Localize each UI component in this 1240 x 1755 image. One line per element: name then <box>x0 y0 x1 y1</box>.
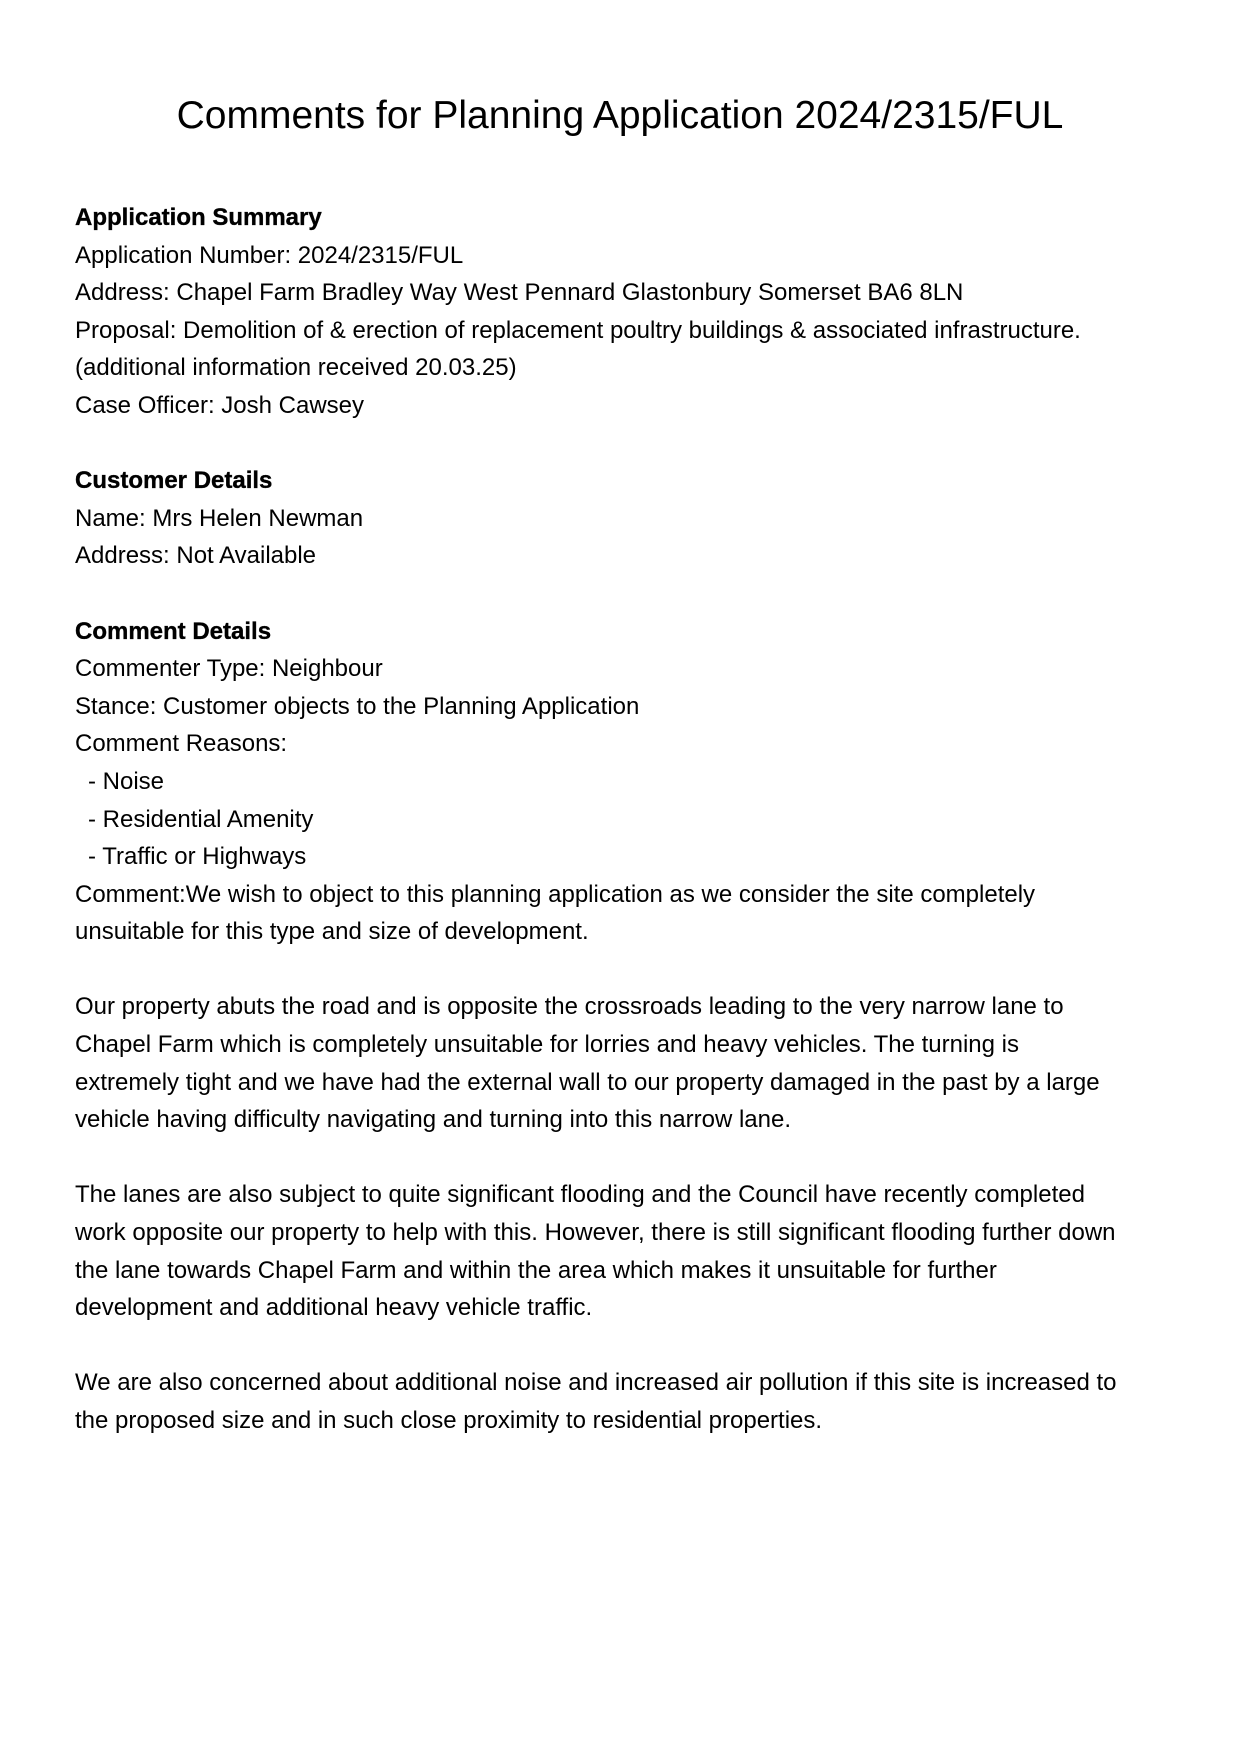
spacer <box>75 1139 1175 1177</box>
application-summary-section <box>75 199 1175 425</box>
spacer <box>75 425 1175 463</box>
comment-line: the lane towards Chapel Farm and within the area which makes it unsuitable for further <box>75 1256 997 1284</box>
customer-name: Name: Mrs Helen Newman <box>75 504 364 532</box>
application-address: Address: Chapel Farm Bradley Way West Pennard Glastonbury Somerset BA6 8LN <box>75 279 964 307</box>
comment-line: extremely tight and we have had the external wall to our property damaged in the past by a large <box>75 1068 1100 1096</box>
comment-line: Our property abuts the road and is opposite the crossroads leading to the very narrow lane to <box>75 993 1064 1021</box>
proposal-note: (additional information received 20.03.25) <box>75 354 517 382</box>
spacer <box>75 1327 1175 1365</box>
comment-line: unsuitable for this type and size of development. <box>75 918 589 946</box>
proposal: Proposal: Demolition of & erection of replacement poultry buildings & associated infrastructure. <box>75 316 1081 344</box>
comment-line: the proposed size and in such close proximity to residential properties. <box>75 1407 823 1434</box>
comment-reason-item: - Noise <box>88 767 165 795</box>
comment-details-section <box>75 613 1175 1440</box>
comment-line: The lanes are also subject to quite significant flooding and the Council have recently completed <box>75 1181 1085 1209</box>
customer-details-section <box>75 462 1175 575</box>
spacer <box>75 575 1175 613</box>
comment-reason-item: - Residential Amenity <box>88 805 314 833</box>
comment-line: Chapel Farm which is completely unsuitable for lorries and heavy vehicles. The turning is <box>75 1031 1020 1059</box>
document-body <box>75 199 1175 1440</box>
comment-line: vehicle having difficulty navigating and turning into this narrow lane. <box>75 1106 791 1134</box>
comment-line: development and additional heavy vehicle traffic. <box>75 1294 593 1322</box>
comment-reasons-label: Comment Reasons: <box>75 730 288 758</box>
comment-paragraph-4 <box>75 1364 1175 1439</box>
comment-line: We are also concerned about additional noise and increased air pollution if this site is increased to <box>75 1369 1117 1397</box>
page-title: Comments for Planning Application 2024/2315/FUL <box>176 94 1064 137</box>
spacer <box>75 951 1175 989</box>
comment-paragraph-2 <box>75 988 1175 1138</box>
comment-details-heading: Comment Details <box>75 617 272 645</box>
comment-paragraph-1 <box>75 876 1175 951</box>
comment-reason-item: - Traffic or Highways <box>88 843 307 871</box>
application-number: Application Number: 2024/2315/FUL <box>75 241 464 269</box>
comment-line: work opposite our property to help with this. However, there is still significant flooding further down <box>75 1219 1116 1247</box>
application-summary-heading: Application Summary <box>75 204 322 231</box>
comment-line: Comment:We wish to object to this planning application as we consider the site completely <box>75 880 1036 908</box>
stance: Stance: Customer objects to the Planning Application <box>75 692 640 720</box>
customer-address: Address: Not Available <box>75 542 317 570</box>
customer-details-heading: Customer Details <box>75 467 273 495</box>
comment-paragraph-3 <box>75 1176 1175 1326</box>
commenter-type: Commenter Type: Neighbour <box>75 655 383 683</box>
case-officer: Case Officer: Josh Cawsey <box>75 391 364 419</box>
